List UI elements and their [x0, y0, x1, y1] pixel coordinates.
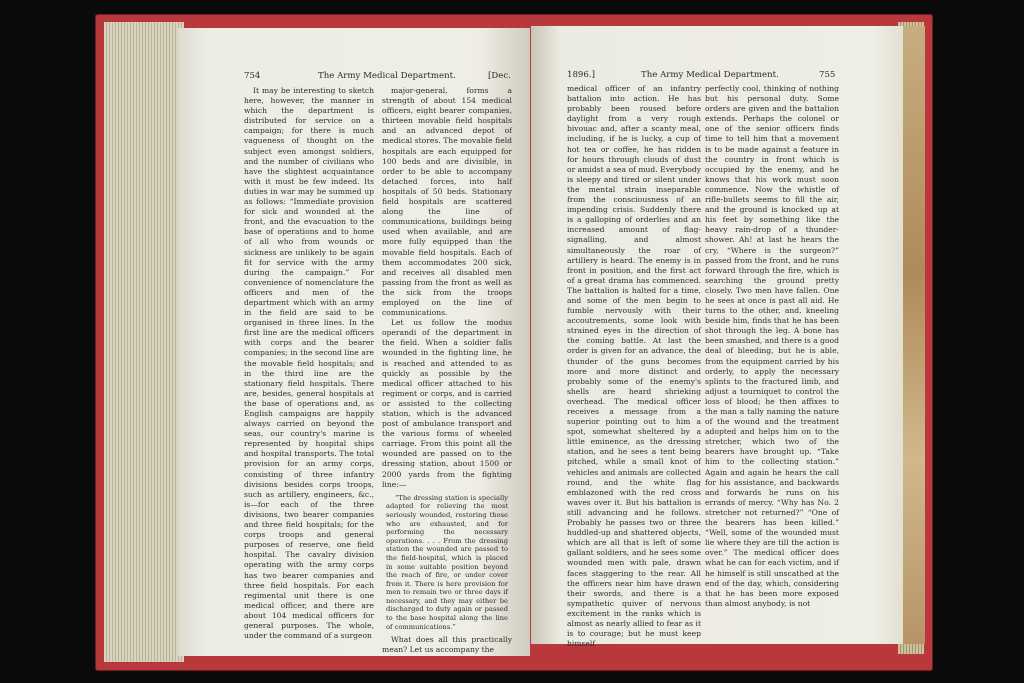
- left-date-mark: [Dec.: [488, 71, 511, 81]
- right-col2-paragraph: perfectly cool, thinking of nothing but his personal duty. Some orders are given and the battalion extends. Perhaps the colonel or one of the senior officers finds time to tell him that a movement is to be made against a feature in the country in front which is occupied by the enemy, and he knows that his work must soon commence. Now the whistle of rifle-bullets seems to fill the air, and the ground is knocked up at his feet by something like the heavy rain-drop of a thunder-shower. Ah! at last he hears the cry, “Where is the surgeon?” passed from the front, and he runs forward through the fire, which is searching the ground pretty closely. Two men have fallen. One he sees at once is past all aid. He turns to the other, and, kneeling beside him, finds that he has been shot through the leg. A bone has been smashed, and there is a good deal of bleeding, but he is able, from the equipment carried by his orderly, to apply the necessary splints to the fractured limb, and adjust a tourniquet to control the loss of blood; he then affixes to the man a tally naming the nature of the wound and the treatment adopted and helps him on to the stretcher, which two of the bearers have brought up. “Take him to the collecting station.” Again and again he hears the call for his assistance, and backwards and forwards he runs on his errands of mercy. “Why has No. 2 stretcher not returned?” “One of the bearers has been killed.” “Well, some of the wounded must lie where they are till the action is over.” The medical officer does what he can for each victim, and if he himself is still unscathed at the end of the day, which, considering that he has been more exposed than almost anybody, is not: [705, 84, 840, 608]
- right-column-1: [567, 84, 701, 649]
- right-fore-edge: [903, 26, 925, 644]
- left-page: [178, 28, 530, 656]
- right-column-2: [705, 84, 840, 608]
- left-col2-paragraph-2: Let us follow the modus operandi of the department in the field. When a soldier falls wounded in the fighting line, he is reached and attended to as quickly as possible by the medical officer attached to his regiment or corps, and is carried or assisted to the collecting station, which is the advanced post of ambulance transport and the various forms of wheeled carriage. From this point all the wounded are passed on to the dressing station, about 1500 or 2000 yards from the fighting line:—: [382, 318, 512, 489]
- left-page-edges: [104, 22, 184, 662]
- left-column-2: [382, 86, 512, 655]
- left-col2-paragraph-3: What does all this practically mean? Let us accompany the: [382, 635, 512, 655]
- left-column-1: [244, 86, 374, 641]
- right-running-title: The Army Medical Department.: [641, 70, 779, 80]
- left-col2-paragraph-1: major-general, forms a strength of about 154 medical officers, eight bearer companies, thirteen movable field hospitals and an advanced depot of medical stores. The movable field hospitals are each equipped for 100 beds and are divisible, in order to be able to accompany detached forces, into half hospitals of 50 beds. Stationary field hospitals are scattered along the line of communications, buildings being used when available, and are more fully equipped than the movable field hospitals. Each of them accommodates 200 sick, and receives all disabled men passing from the front as well as the sick from the troops employed on the line of communications.: [382, 86, 512, 318]
- right-page-number: 755: [819, 70, 836, 80]
- left-page-number: 754: [244, 71, 261, 81]
- right-col1-paragraph: medical officer of an infantry battalion into action. He has probably been roused before daylight from a very rough bivouac and, after a scanty meal, including, if he is lucky, a cup of hot tea or coffee, he has ridden for hours through clouds of dust or amidst a sea of mud. Everybody is sleepy and tired or silent under the mental strain inseparable from the consciousness of an impending crisis. Suddenly there is a galloping of orderlies and an increased amount of flag-signalling, and almost simultaneously the roar of artillery is heard. The enemy is in front in position, and the first act of a great drama has commenced. The battalion is halted for a time, and some of the men begin to fumble nervously with their accoutrements, some look with strained eyes in the direction of the coming battle. At last the order is given for an advance, the thunder of the guns becomes more and more distinct and probably some of the enemy's shells are heard shrieking overhead. The medical officer receives a message from a superior pointing out to him a spot, somewhat sheltered by a little eminence, as the dressing station, and he sees a tent being pitched, while a small knot of vehicles and animals are collected round, and the white flag emblazoned with the red cross waves over it. But his battalion is still advancing and he follows. Probably he passes two or three huddled-up and shattered objects, which are all that is left of some gallant soldiers, and he sees some wounded men with pale, drawn faces staggering to the rear. All the officers near him have drawn their swords, and there is a sympathetic quiver of nervous excitement in the ranks which is almost as nearly allied to fear as it is to courage; but he must keep himself: [567, 84, 701, 649]
- right-date-mark: 1896.]: [567, 70, 595, 80]
- left-running-title: The Army Medical Department.: [318, 71, 456, 81]
- block-quote: “The dressing station is specially adapted for relieving the most seriously wounded, restoring those who are exhausted, and for performing the necessary operations. . . . From the dressing station the wounded are passed to the field-hospital, which is placed in some suitable position beyond the reach of fire, or under cover from it. There is here provision for men to remain two or three days if necessary, and they may either be discharged to duty again or passed to the base hospital along the line of communications.”: [386, 493, 508, 631]
- right-page: [531, 26, 903, 649]
- left-col1-paragraph: It may be interesting to sketch here, however, the manner in which the department is distributed for service on a campaign; for there is much vagueness of thought on the subject even amongst soldiers, and the number of civilians who have the slightest acquaintance with it must be few indeed. Its duties in war may be summed up as follows: “Immediate provision for sick and wounded at the front, and the evacuation to the base of operations and to home of all who from wounds or sickness are unlikely to be again fit for service with the army during the campaign.” For convenience of nomenclature the officers and men of the department which with an army in the field are said to be organised in three lines. In the first line are the medical officers with corps and the bearer companies; in the second line are the movable field hospitals; and in the third line are the stationary field hospitals. There are, besides, general hospitals at the base of operations and, as English campaigns are happily always carried on beyond the seas, our country's marine is represented by hospital ships and hospital transports. The total provision for an army corps, consisting of three infantry divisions besides corps troops, such as artillery, engineers, &c., is—for each of the three divisions, two bearer companies and three field hospitals; for the corps troops and general purposes of reserve, one field hospital. The cavalry division operating with the army corps has two bearer companies and three field hospitals. For each regimental unit there is one medical officer, and there are about 104 medical officers for general purposes. The whole, under the command of a surgeon: [244, 86, 374, 641]
